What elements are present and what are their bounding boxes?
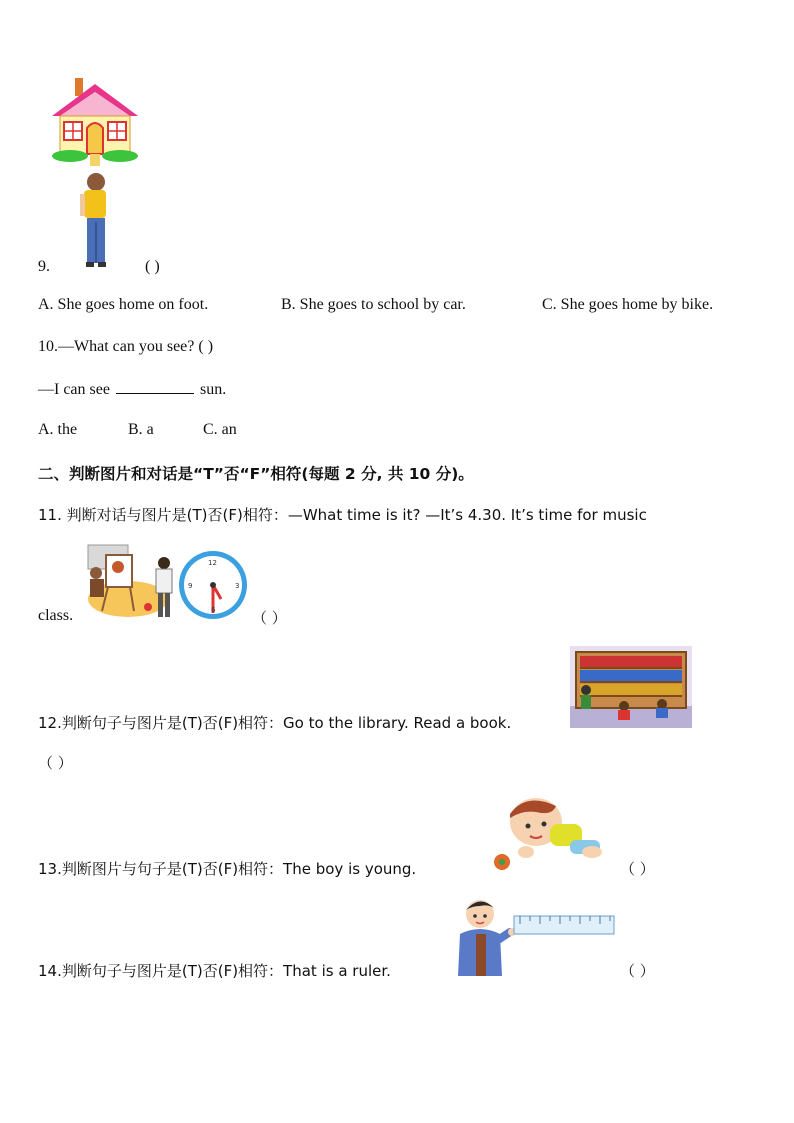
painting-class-clock-image: [84, 541, 250, 625]
library-bookshelf-image: [570, 646, 692, 728]
question-10-line-1: 10.—What can you see? ( ): [38, 338, 214, 355]
question-9-number: 9.: [38, 258, 50, 275]
question-11-line-2: class.: [38, 607, 74, 624]
svg-text:6: 6: [211, 606, 216, 614]
question-10-line-2-start: —I can see: [38, 381, 114, 398]
question-9-option-a: A. She goes home on foot.: [38, 296, 209, 313]
answer-blank[interactable]: [116, 379, 194, 394]
question-13-answer-paren[interactable]: （ ）: [620, 860, 655, 878]
question-9-option-b: B. She goes to school by car.: [281, 296, 466, 313]
question-13-line-1: 13.判断图片与句子是(T)否(F)相符：The boy is young.: [38, 860, 417, 878]
question-10-option-a: A. the: [38, 421, 78, 438]
svg-text:3: 3: [235, 582, 240, 590]
question-12-answer-paren[interactable]: （ ）: [38, 754, 73, 772]
question-10-option-c: C. an: [203, 421, 237, 438]
question-10-line-2: [38, 379, 226, 399]
question-9-option-c: C. She goes home by bike.: [542, 296, 714, 313]
svg-text:12: 12: [208, 559, 217, 567]
question-14-answer-paren[interactable]: （ ）: [620, 962, 655, 980]
section-2-heading: 二、判断图片和对话是“T”否“F”相符(每题 2 分, 共 10 分)。: [38, 465, 474, 483]
question-10-line-2-end: sun.: [195, 381, 227, 398]
question-11-answer-paren[interactable]: （ ）: [252, 609, 287, 627]
boy-pointing-ruler-image: [446, 894, 618, 978]
house-girl-walking-image: [50, 76, 140, 276]
question-12-line-1: 12.判断句子与图片是(T)否(F)相符：Go to the library. Read a book.: [38, 714, 512, 732]
svg-text:9: 9: [188, 582, 193, 590]
question-10-option-b: B. a: [128, 421, 154, 438]
question-14-line-1: 14.判断句子与图片是(T)否(F)相符：That is a ruler.: [38, 962, 391, 980]
question-9-answer-paren[interactable]: ( ): [145, 258, 160, 275]
crawling-baby-image: [486, 794, 608, 872]
question-11-line-1: 11. 判断对话与图片是(T)否(F)相符：—What time is it? —It’s 4.30. It’s time for music: [38, 506, 647, 524]
